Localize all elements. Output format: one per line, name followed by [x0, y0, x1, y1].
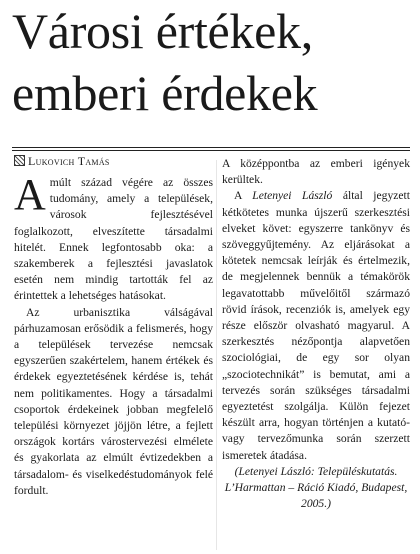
- paragraph-4: [222, 188, 410, 463]
- drop-cap: A: [14, 170, 46, 219]
- headline-rule-top: [12, 147, 410, 148]
- headline-line-1: Városi értékek,: [12, 3, 313, 59]
- column-divider: [216, 160, 217, 550]
- headline-rule-bottom: [12, 150, 410, 151]
- paragraph-4-text: által jegyzett kétkötetes munka újszerű szerkesztési elveket követ: egyszerre tankönyv és szöveggyűjtemény. Az eljárásokat a kötetek nemcsak leírják és értelmezik, de megjelennek bennük a témakörök legavatottabb művelőitől származó rövid írások, recenziók is, amelyek egy része először olvasható magyarul. A szerkesztés nézőpontja alapvetően szociológiai, de egy sor olyan „szociotechnikát” is bemutat, ami a tervezés során szükséges társadalmi egyeztetést szolgálja. Külön fejezet készült arra, hogyan történjen a kutató- vagy tervezőmunka során szerzett ismeretek átadása.: [222, 189, 410, 462]
- author-reference: Letenyei László: [252, 189, 333, 203]
- book-citation: (Letenyei László: Településkutatás. L’Harmattan – Ráció Kiadó, Budapest, 2005.): [224, 464, 408, 511]
- headline: [12, 0, 412, 124]
- paragraph-4-pre: A: [234, 189, 253, 203]
- paragraph-2: Az urbanisztika válságával párhuzamosan erősödik a felismerés, hogy a települések tervezése nemcsak egyszerűen szakértelem, hanem értékek és érdekek egyeztetésének kérdése is, tehát nem politikamentes. Hogy a társadalmi csoportok érdekeinek jobban megfelelő települési környezet jöjjön létre, a fejlett országok kortárs várostervezési elmélete és gyakorlata az elmúlt évtizedekben a társadalom- és viselkedéstudományok felé fordult.: [14, 305, 213, 497]
- paragraph-1: [14, 170, 213, 305]
- paragraph-1-text: múlt század végére az összes tudomány, amely a települések, városok fejlesztésével foglalkozott, elveszítette társadalmi hitelét. Ennek legfontosabb oka: a szakemberek a fejlesztési javaslatok esetén nem mindig tartották fel az érintettek a lehetséges hatásokat.: [14, 176, 213, 303]
- headline-line-2: emberi érdekek: [12, 65, 318, 121]
- author-square-icon: [14, 155, 25, 166]
- byline: [14, 153, 110, 169]
- right-column: [222, 156, 410, 512]
- paragraph-3: A középpontba az emberi igények kerültek.: [222, 157, 410, 187]
- author-name: Lukovich Tamás: [28, 154, 110, 168]
- left-column: [14, 170, 213, 499]
